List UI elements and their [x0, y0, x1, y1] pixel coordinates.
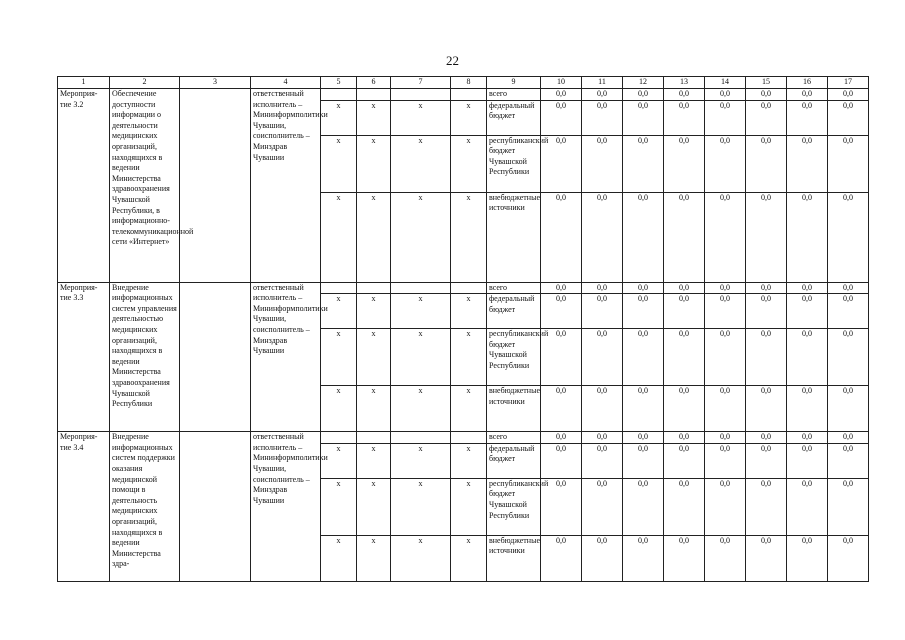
value-cell: 0,0 [623, 192, 664, 282]
value-cell: 0,0 [828, 386, 869, 432]
mark-cell: х [357, 135, 391, 192]
mark-cell: х [321, 135, 357, 192]
value-cell: 0,0 [541, 89, 582, 101]
value-cell: 0,0 [582, 386, 623, 432]
value-cell: 0,0 [787, 192, 828, 282]
value-cell: 0,0 [787, 135, 828, 192]
column-header: 2 [110, 77, 180, 89]
value-cell: 0,0 [787, 89, 828, 101]
funding-source: всего [487, 89, 541, 101]
value-cell: 0,0 [623, 329, 664, 386]
mark-cell: х [357, 535, 391, 581]
column-header: 1 [58, 77, 110, 89]
value-cell: 0,0 [787, 100, 828, 135]
responsible-executor: ответственный исполнитель – Мининформполитики Чувашии, соисполнитель – Минздрав Чувашии [251, 432, 321, 582]
mark-cell: х [357, 478, 391, 535]
value-cell: 0,0 [828, 135, 869, 192]
mark-cell: х [357, 192, 391, 282]
mark-cell: х [451, 386, 487, 432]
table-row [58, 89, 869, 101]
mark-cell: х [391, 535, 451, 581]
value-cell: 0,0 [705, 89, 746, 101]
mark-cell: х [391, 294, 451, 329]
measure-name: Внедрение информационных систем управления деятельностью медицинских организаций, находящихся в ведении Министерства здравоохранения Чувашской Республики [110, 282, 180, 432]
value-cell: 0,0 [787, 282, 828, 294]
responsible-executor: ответственный исполнитель – Мининформполитики Чувашии, соисполнитель – Минздрав Чувашии [251, 89, 321, 283]
value-cell: 0,0 [664, 386, 705, 432]
value-cell: 0,0 [787, 386, 828, 432]
value-cell: 0,0 [541, 135, 582, 192]
funding-source: республиканский бюджет Чувашской Республики [487, 329, 541, 386]
value-cell: 0,0 [828, 282, 869, 294]
mark-cell [391, 432, 451, 444]
value-cell: 0,0 [787, 478, 828, 535]
mark-cell: х [451, 135, 487, 192]
mark-cell: х [357, 386, 391, 432]
funding-source: федеральный бюджет [487, 100, 541, 135]
value-cell: 0,0 [746, 329, 787, 386]
value-cell: 0,0 [746, 443, 787, 478]
value-cell: 0,0 [746, 535, 787, 581]
value-cell: 0,0 [787, 443, 828, 478]
value-cell: 0,0 [541, 192, 582, 282]
value-cell: 0,0 [705, 535, 746, 581]
mark-cell: х [321, 386, 357, 432]
column-header: 16 [787, 77, 828, 89]
value-cell: 0,0 [623, 294, 664, 329]
mark-cell: х [321, 192, 357, 282]
mark-cell: х [391, 386, 451, 432]
mark-cell [357, 432, 391, 444]
value-cell: 0,0 [623, 478, 664, 535]
value-cell: 0,0 [705, 478, 746, 535]
value-cell: 0,0 [664, 192, 705, 282]
mark-cell: х [451, 192, 487, 282]
mark-cell [451, 432, 487, 444]
mark-cell [357, 282, 391, 294]
mark-cell: х [321, 329, 357, 386]
value-cell: 0,0 [582, 192, 623, 282]
column-header: 11 [582, 77, 623, 89]
mark-cell: х [451, 100, 487, 135]
value-cell: 0,0 [664, 282, 705, 294]
mark-cell: х [321, 478, 357, 535]
mark-cell: х [391, 135, 451, 192]
value-cell: 0,0 [705, 135, 746, 192]
value-cell: 0,0 [664, 535, 705, 581]
mark-cell [391, 282, 451, 294]
funding-source: внебюджетные источники [487, 535, 541, 581]
mark-cell: х [321, 443, 357, 478]
mark-cell: х [391, 443, 451, 478]
value-cell: 0,0 [787, 329, 828, 386]
measure-code: Мероприя-тие 3.2 [58, 89, 110, 283]
value-cell: 0,0 [746, 100, 787, 135]
column-header: 5 [321, 77, 357, 89]
mark-cell: х [357, 329, 391, 386]
value-cell: 0,0 [828, 329, 869, 386]
value-cell: 0,0 [828, 294, 869, 329]
mark-cell: х [451, 329, 487, 386]
funding-source: всего [487, 432, 541, 444]
funding-table [57, 76, 869, 582]
mark-cell: х [451, 478, 487, 535]
value-cell: 0,0 [746, 386, 787, 432]
value-cell: 0,0 [541, 100, 582, 135]
column-header: 10 [541, 77, 582, 89]
funding-source: внебюджетные источники [487, 386, 541, 432]
value-cell: 0,0 [746, 432, 787, 444]
value-cell: 0,0 [705, 282, 746, 294]
value-cell: 0,0 [828, 89, 869, 101]
measure-col3 [180, 432, 251, 582]
measure-name: Внедрение информационных систем поддержки оказания медицинской помощи в деятельность медицинских организаций, находящихся в ведении Министерства здра- [110, 432, 180, 582]
value-cell: 0,0 [623, 386, 664, 432]
mark-cell [321, 89, 357, 101]
column-header: 9 [487, 77, 541, 89]
column-number-row [58, 77, 869, 89]
value-cell: 0,0 [664, 329, 705, 386]
value-cell: 0,0 [705, 192, 746, 282]
value-cell: 0,0 [705, 432, 746, 444]
mark-cell: х [451, 443, 487, 478]
mark-cell [391, 89, 451, 101]
value-cell: 0,0 [582, 329, 623, 386]
mark-cell: х [357, 294, 391, 329]
funding-source: федеральный бюджет [487, 443, 541, 478]
mark-cell: х [391, 100, 451, 135]
column-header: 4 [251, 77, 321, 89]
mark-cell [357, 89, 391, 101]
value-cell: 0,0 [541, 386, 582, 432]
mark-cell: х [391, 192, 451, 282]
funding-source: федеральный бюджет [487, 294, 541, 329]
value-cell: 0,0 [746, 294, 787, 329]
mark-cell: х [391, 329, 451, 386]
mark-cell: х [391, 478, 451, 535]
value-cell: 0,0 [746, 135, 787, 192]
value-cell: 0,0 [828, 443, 869, 478]
page-number: 22 [446, 53, 459, 68]
responsible-executor: ответственный исполнитель – Мининформполитики Чувашии, соисполнитель – Минздрав Чувашии [251, 282, 321, 432]
funding-source: республиканский бюджет Чувашской Республики [487, 478, 541, 535]
measure-name: Обеспечение доступности информации о деятельности медицинских организаций, находящихся в ведении Министерства здравоохранения Чувашской Республики, в информационно-телекоммуникационной сети «Интернет» [110, 89, 180, 283]
mark-cell: х [451, 294, 487, 329]
value-cell: 0,0 [623, 282, 664, 294]
value-cell: 0,0 [828, 100, 869, 135]
mark-cell [321, 432, 357, 444]
value-cell: 0,0 [828, 432, 869, 444]
value-cell: 0,0 [705, 100, 746, 135]
measure-code: Мероприя-тие 3.4 [58, 432, 110, 582]
column-header: 8 [451, 77, 487, 89]
mark-cell [321, 282, 357, 294]
column-header: 6 [357, 77, 391, 89]
mark-cell: х [321, 100, 357, 135]
measure-code: Мероприя-тие 3.3 [58, 282, 110, 432]
column-header: 14 [705, 77, 746, 89]
value-cell: 0,0 [828, 478, 869, 535]
value-cell: 0,0 [623, 432, 664, 444]
measure-col3 [180, 89, 251, 283]
value-cell: 0,0 [582, 89, 623, 101]
value-cell: 0,0 [623, 89, 664, 101]
mark-cell: х [451, 535, 487, 581]
mark-cell: х [357, 443, 391, 478]
value-cell: 0,0 [705, 294, 746, 329]
value-cell: 0,0 [787, 535, 828, 581]
value-cell: 0,0 [541, 432, 582, 444]
mark-cell: х [321, 535, 357, 581]
value-cell: 0,0 [541, 282, 582, 294]
value-cell: 0,0 [664, 89, 705, 101]
value-cell: 0,0 [623, 443, 664, 478]
mark-cell: х [357, 100, 391, 135]
column-header: 15 [746, 77, 787, 89]
value-cell: 0,0 [541, 329, 582, 386]
value-cell: 0,0 [582, 294, 623, 329]
value-cell: 0,0 [828, 535, 869, 581]
column-header: 12 [623, 77, 664, 89]
column-header: 3 [180, 77, 251, 89]
value-cell: 0,0 [828, 192, 869, 282]
value-cell: 0,0 [623, 135, 664, 192]
value-cell: 0,0 [541, 535, 582, 581]
value-cell: 0,0 [623, 100, 664, 135]
value-cell: 0,0 [664, 478, 705, 535]
value-cell: 0,0 [582, 535, 623, 581]
value-cell: 0,0 [623, 535, 664, 581]
value-cell: 0,0 [664, 100, 705, 135]
value-cell: 0,0 [541, 478, 582, 535]
value-cell: 0,0 [664, 432, 705, 444]
value-cell: 0,0 [705, 443, 746, 478]
mark-cell [451, 282, 487, 294]
value-cell: 0,0 [746, 89, 787, 101]
value-cell: 0,0 [582, 478, 623, 535]
value-cell: 0,0 [582, 432, 623, 444]
value-cell: 0,0 [746, 192, 787, 282]
value-cell: 0,0 [664, 135, 705, 192]
table-row [58, 432, 869, 444]
value-cell: 0,0 [582, 100, 623, 135]
mark-cell [451, 89, 487, 101]
funding-source: республиканский бюджет Чувашской Республики [487, 135, 541, 192]
value-cell: 0,0 [582, 282, 623, 294]
mark-cell: х [321, 294, 357, 329]
table-row [58, 282, 869, 294]
value-cell: 0,0 [582, 443, 623, 478]
column-header: 17 [828, 77, 869, 89]
value-cell: 0,0 [787, 432, 828, 444]
funding-source: внебюджетные источники [487, 192, 541, 282]
measure-col3 [180, 282, 251, 432]
value-cell: 0,0 [705, 386, 746, 432]
value-cell: 0,0 [664, 443, 705, 478]
funding-source: всего [487, 282, 541, 294]
column-header: 7 [391, 77, 451, 89]
column-header: 13 [664, 77, 705, 89]
value-cell: 0,0 [582, 135, 623, 192]
value-cell: 0,0 [787, 294, 828, 329]
value-cell: 0,0 [746, 282, 787, 294]
value-cell: 0,0 [705, 329, 746, 386]
value-cell: 0,0 [541, 294, 582, 329]
value-cell: 0,0 [541, 443, 582, 478]
value-cell: 0,0 [746, 478, 787, 535]
value-cell: 0,0 [664, 294, 705, 329]
